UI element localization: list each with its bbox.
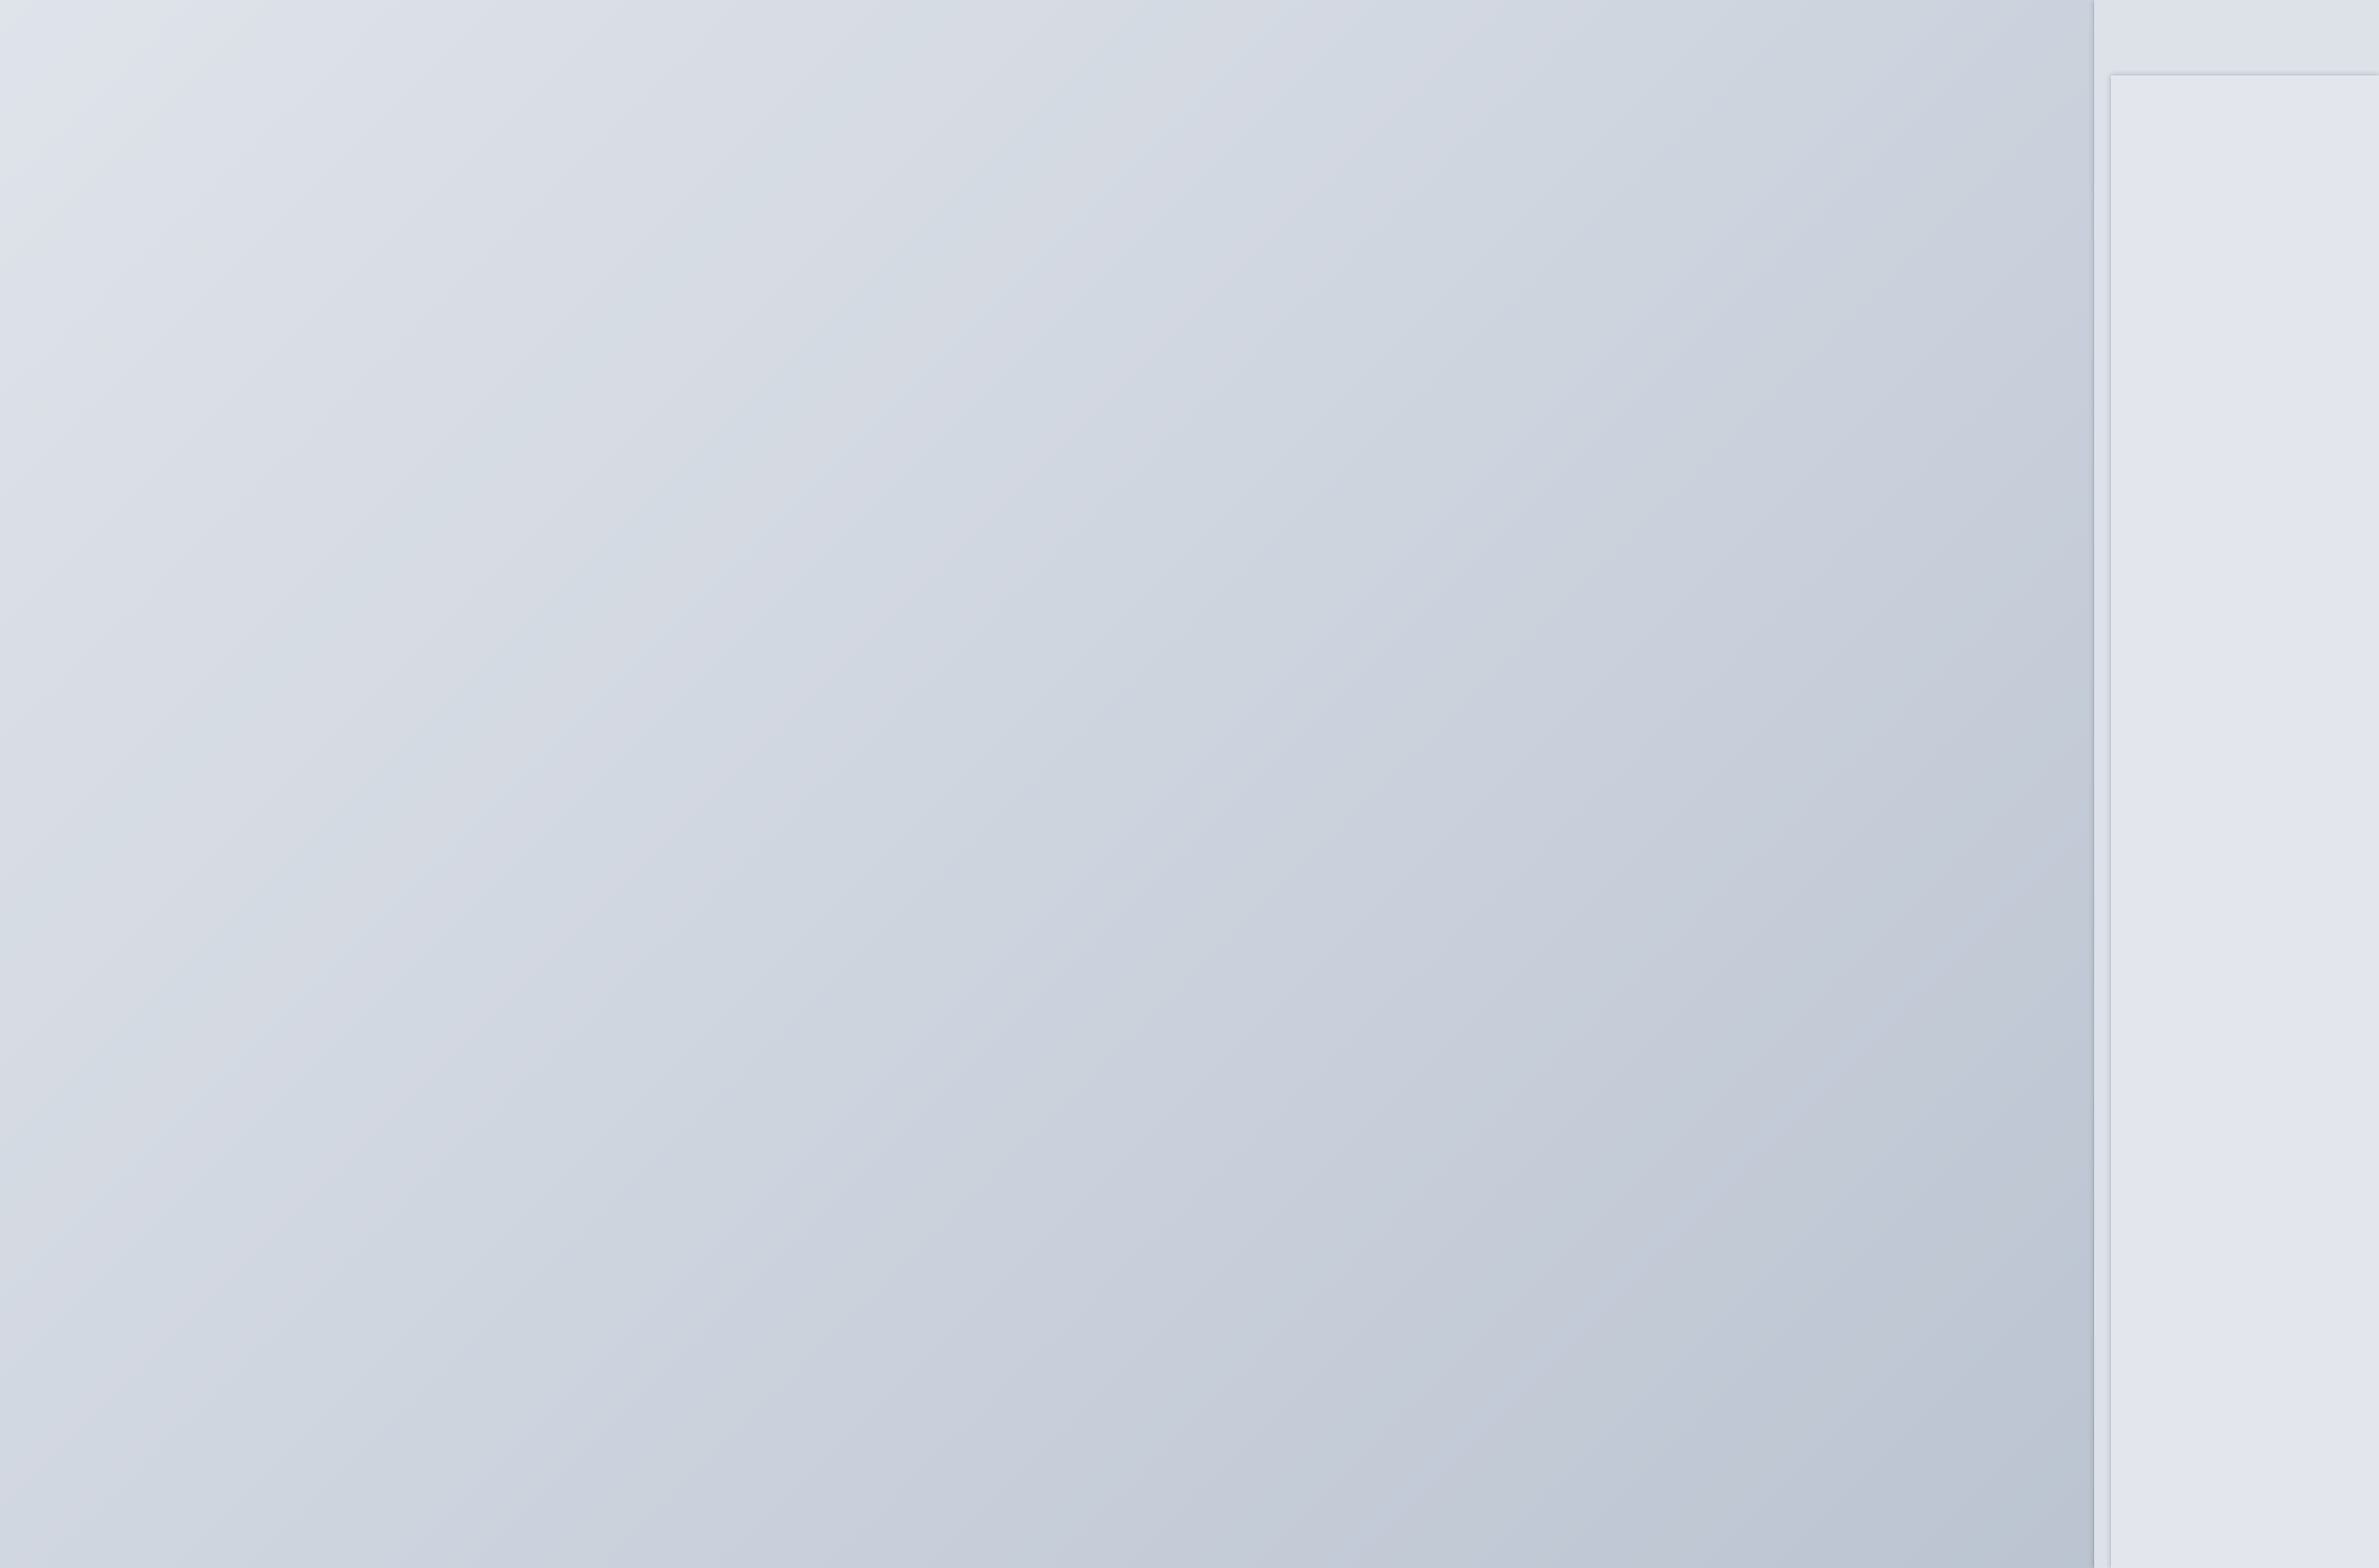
back-sheet xyxy=(2111,75,2379,1568)
